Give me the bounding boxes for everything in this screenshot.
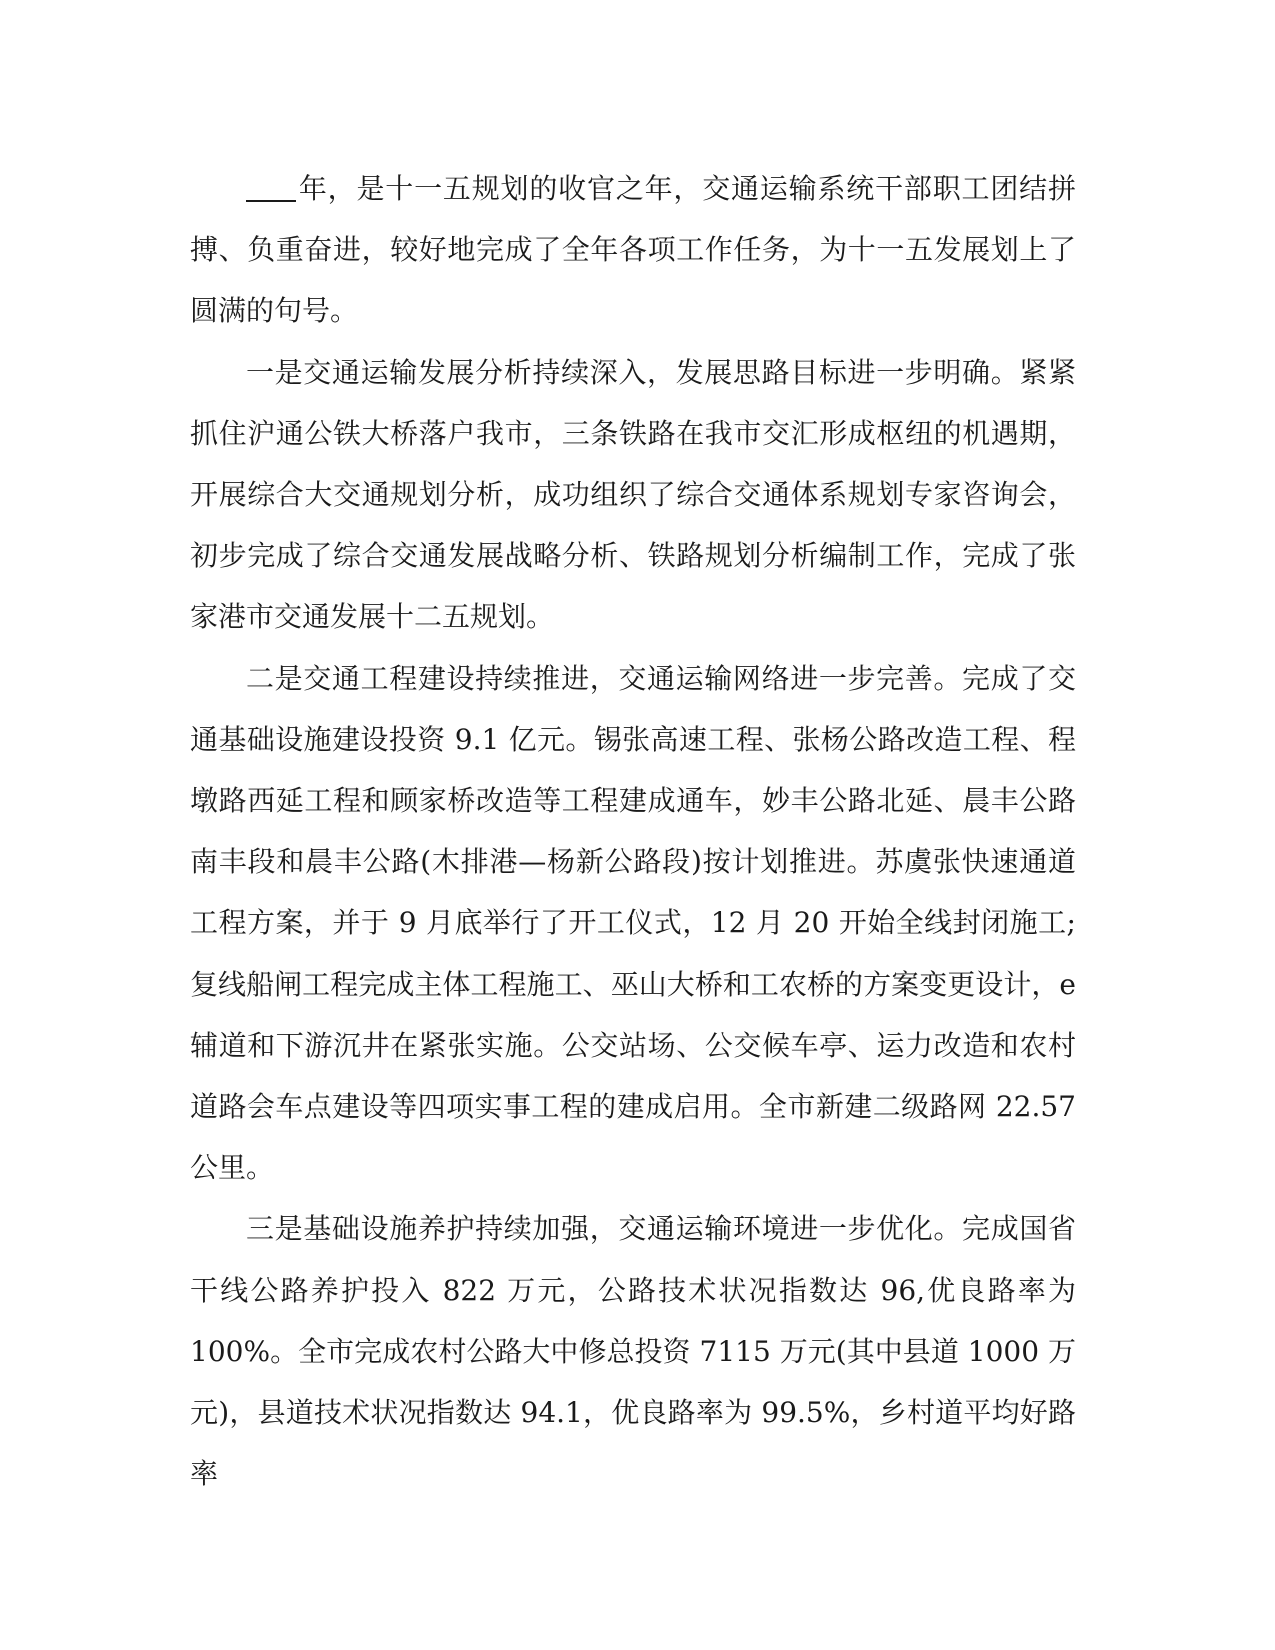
paragraph-point-three: 三是基础设施养护持续加强，交通运输环境进一步优化。完成国省干线公路养护投入 822 万元，公路技术状况指数达 96,优良路率为 100%。全市完成农村公路大中修总投资 7115 万元(其中县道 1000 万元)，县道技术状况指数达 94.1，优良路率为 99.5%，乡村道平均好路率 xyxy=(190,1212,1076,1491)
blank-underline xyxy=(246,199,296,202)
paragraph-intro xyxy=(190,158,1076,342)
document-body xyxy=(190,158,1076,1504)
paragraph-point-two: 二是交通工程建设持续推进，交通运输网络进一步完善。完成了交通基础设施建设投资 9.1 亿元。锡张高速工程、张杨公路改造工程、程墩路西延工程和顾家桥改造等工程建成通车，妙丰公路北延、晨丰公路南丰段和晨丰公路(木排港—杨新公路段)按计划推进。苏虞张快速通道工程方案，并于 9 月底举行了开工仪式，12 月 20 开始全线封闭施工;复线船闸工程完成主体工程施工、巫山大桥和工农桥的方案变更设计，e 辅道和下游沉井在紧张实施。公交站场、公交候车亭、运力改造和农村道路会车点建设等四项实事工程的建成启用。全市新建二级路网 22.57 公里。 xyxy=(190,661,1076,1185)
paragraph-point-one: 一是交通运输发展分析持续深入，发展思路目标进一步明确。紧紧抓住沪通公铁大桥落户我市，三条铁路在我市交汇形成枢纽的机遇期，开展综合大交通规划分析，成功组织了综合交通体系规划专家咨询会，初步完成了综合交通发展战略分析、铁路规划分析编制工作，完成了张家港市交通发展十二五规划。 xyxy=(190,355,1076,634)
paragraph-intro-text: 年，是十一五规划的收官之年，交通运输系统干部职工团结拼搏、负重奋进，较好地完成了全年各项工作任务，为十一五发展划上了圆满的句号。 xyxy=(190,172,1076,328)
